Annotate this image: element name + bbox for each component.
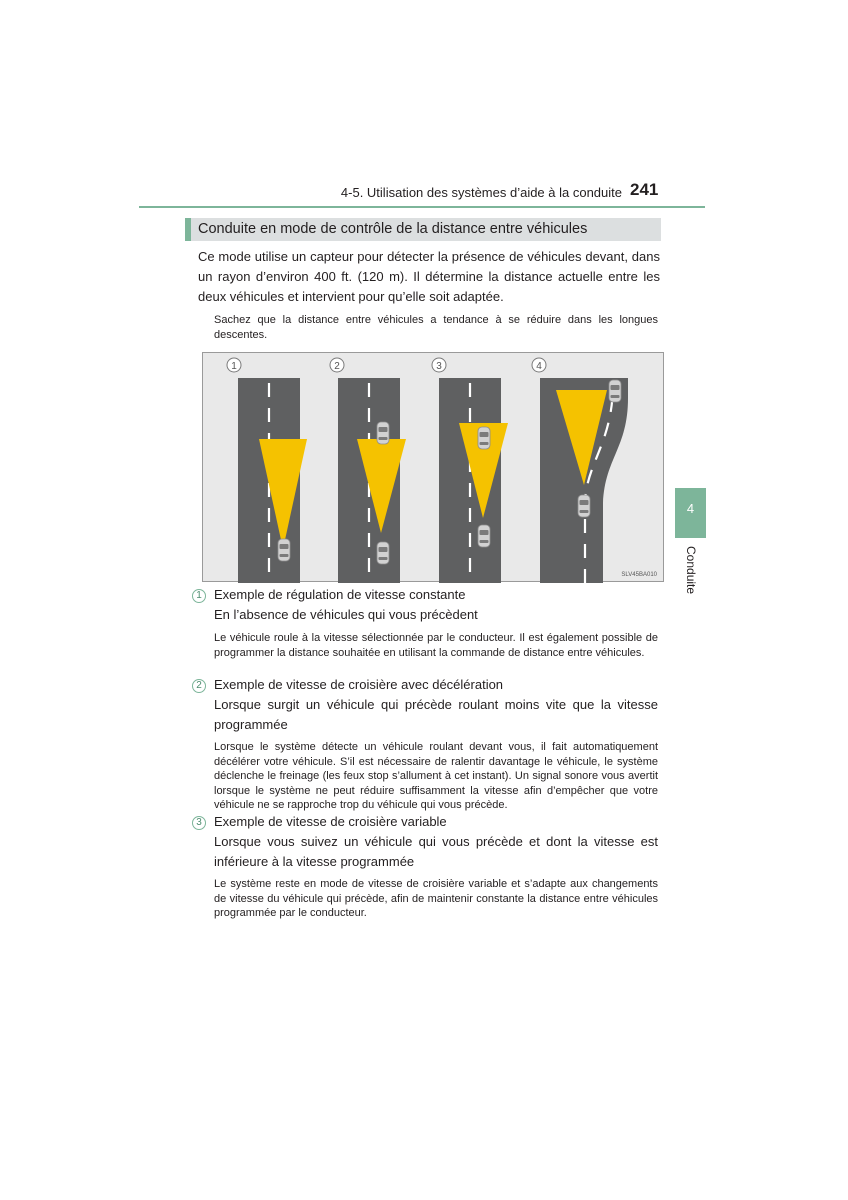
item-1-subtitle: En l’absence de véhicules qui vous précèdent	[214, 607, 478, 622]
page-number: 241	[630, 180, 659, 199]
section-title: Conduite en mode de contrôle de la distance entre véhicules	[185, 218, 661, 241]
panel-3-road	[439, 378, 508, 583]
item-number-3: 3	[192, 816, 206, 830]
panel-4-lead-car	[609, 380, 621, 402]
chapter-tab-label: Conduite	[684, 546, 698, 595]
panel-2-road	[338, 378, 406, 583]
panel-2-lead-car	[377, 422, 389, 444]
panel-1-own-car	[278, 539, 290, 561]
panel-2-own-car	[377, 542, 389, 564]
svg-text:2: 2	[334, 361, 340, 372]
intro-paragraph: Ce mode utilise un capteur pour détecter la présence de véhicules devant, dans un rayon d’environ 400 ft. (120 m). Il détermine la distance actuelle entre les deux véhicules et intervient pour qu’elle soit adaptée.	[198, 249, 660, 304]
item-3-note: Le système reste en mode de vitesse de croisière variable et s’adapte aux changements de vitesse du véhicule qui précède, afin de maintenir constante la distance entre véhicules programmée par le conducteur.	[214, 878, 658, 919]
panel-3-lead-car	[478, 427, 490, 449]
panel-1-road	[238, 378, 307, 583]
svg-text:3: 3	[436, 361, 442, 372]
chapter-tab: 4	[675, 488, 706, 538]
item-1-note: Le véhicule roule à la vitesse sélectionnée par le conducteur. Il est également possible de programmer la distance souhaitée en utilisant la commande de distance entre véhicules.	[214, 632, 658, 659]
figure-illustration	[203, 353, 665, 583]
item-number-2: 2	[192, 679, 206, 693]
item-number-1: 1	[192, 589, 206, 603]
item-1-title: Exemple de régulation de vitesse constante	[214, 587, 466, 602]
item-3-subtitle: Lorsque vous suivez un véhicule qui vous précède et dont la vitesse est inférieure à la vitesse programmée	[214, 834, 658, 869]
panel-3-own-car	[478, 525, 490, 547]
item-3-title: Exemple de vitesse de croisière variable	[214, 814, 447, 829]
figure-code: SLV45BA010	[621, 572, 657, 578]
svg-text:4: 4	[536, 361, 542, 372]
panel-label-3	[432, 358, 446, 372]
item-2-note: Lorsque le système détecte un véhicule roulant devant vous, il fait automatiquement décélérer votre véhicule. S’il est nécessaire de ralentir davantage le véhicule, le système déclenche le freinage (les feux stop s’allument à cet instant). Un signal sonore vous avertit lorsque le système ne peut réduire suffisamment la vitesse afin d’empêcher que votre véhicule ne se rapproche trop du véhicule qui vous précède.	[214, 741, 658, 811]
intro-note: Sachez que la distance entre véhicules a tendance à se réduire dans les longues descentes.	[214, 314, 658, 341]
panel-label-1	[227, 358, 241, 372]
header-divider	[139, 206, 705, 208]
item-2-title: Exemple de vitesse de croisière avec décélération	[214, 677, 504, 692]
item-2-subtitle: Lorsque surgit un véhicule qui précède roulant moins vite que la vitesse programmée	[214, 697, 658, 732]
panel-4-road	[540, 378, 628, 583]
chapter-heading: 4-5. Utilisation des systèmes d’aide à la conduite	[340, 185, 622, 200]
panel-label-4	[532, 358, 546, 372]
panel-label-2	[330, 358, 344, 372]
panel-4-own-car	[578, 495, 590, 517]
svg-text:1: 1	[231, 361, 237, 372]
cruise-control-figure	[202, 352, 664, 582]
